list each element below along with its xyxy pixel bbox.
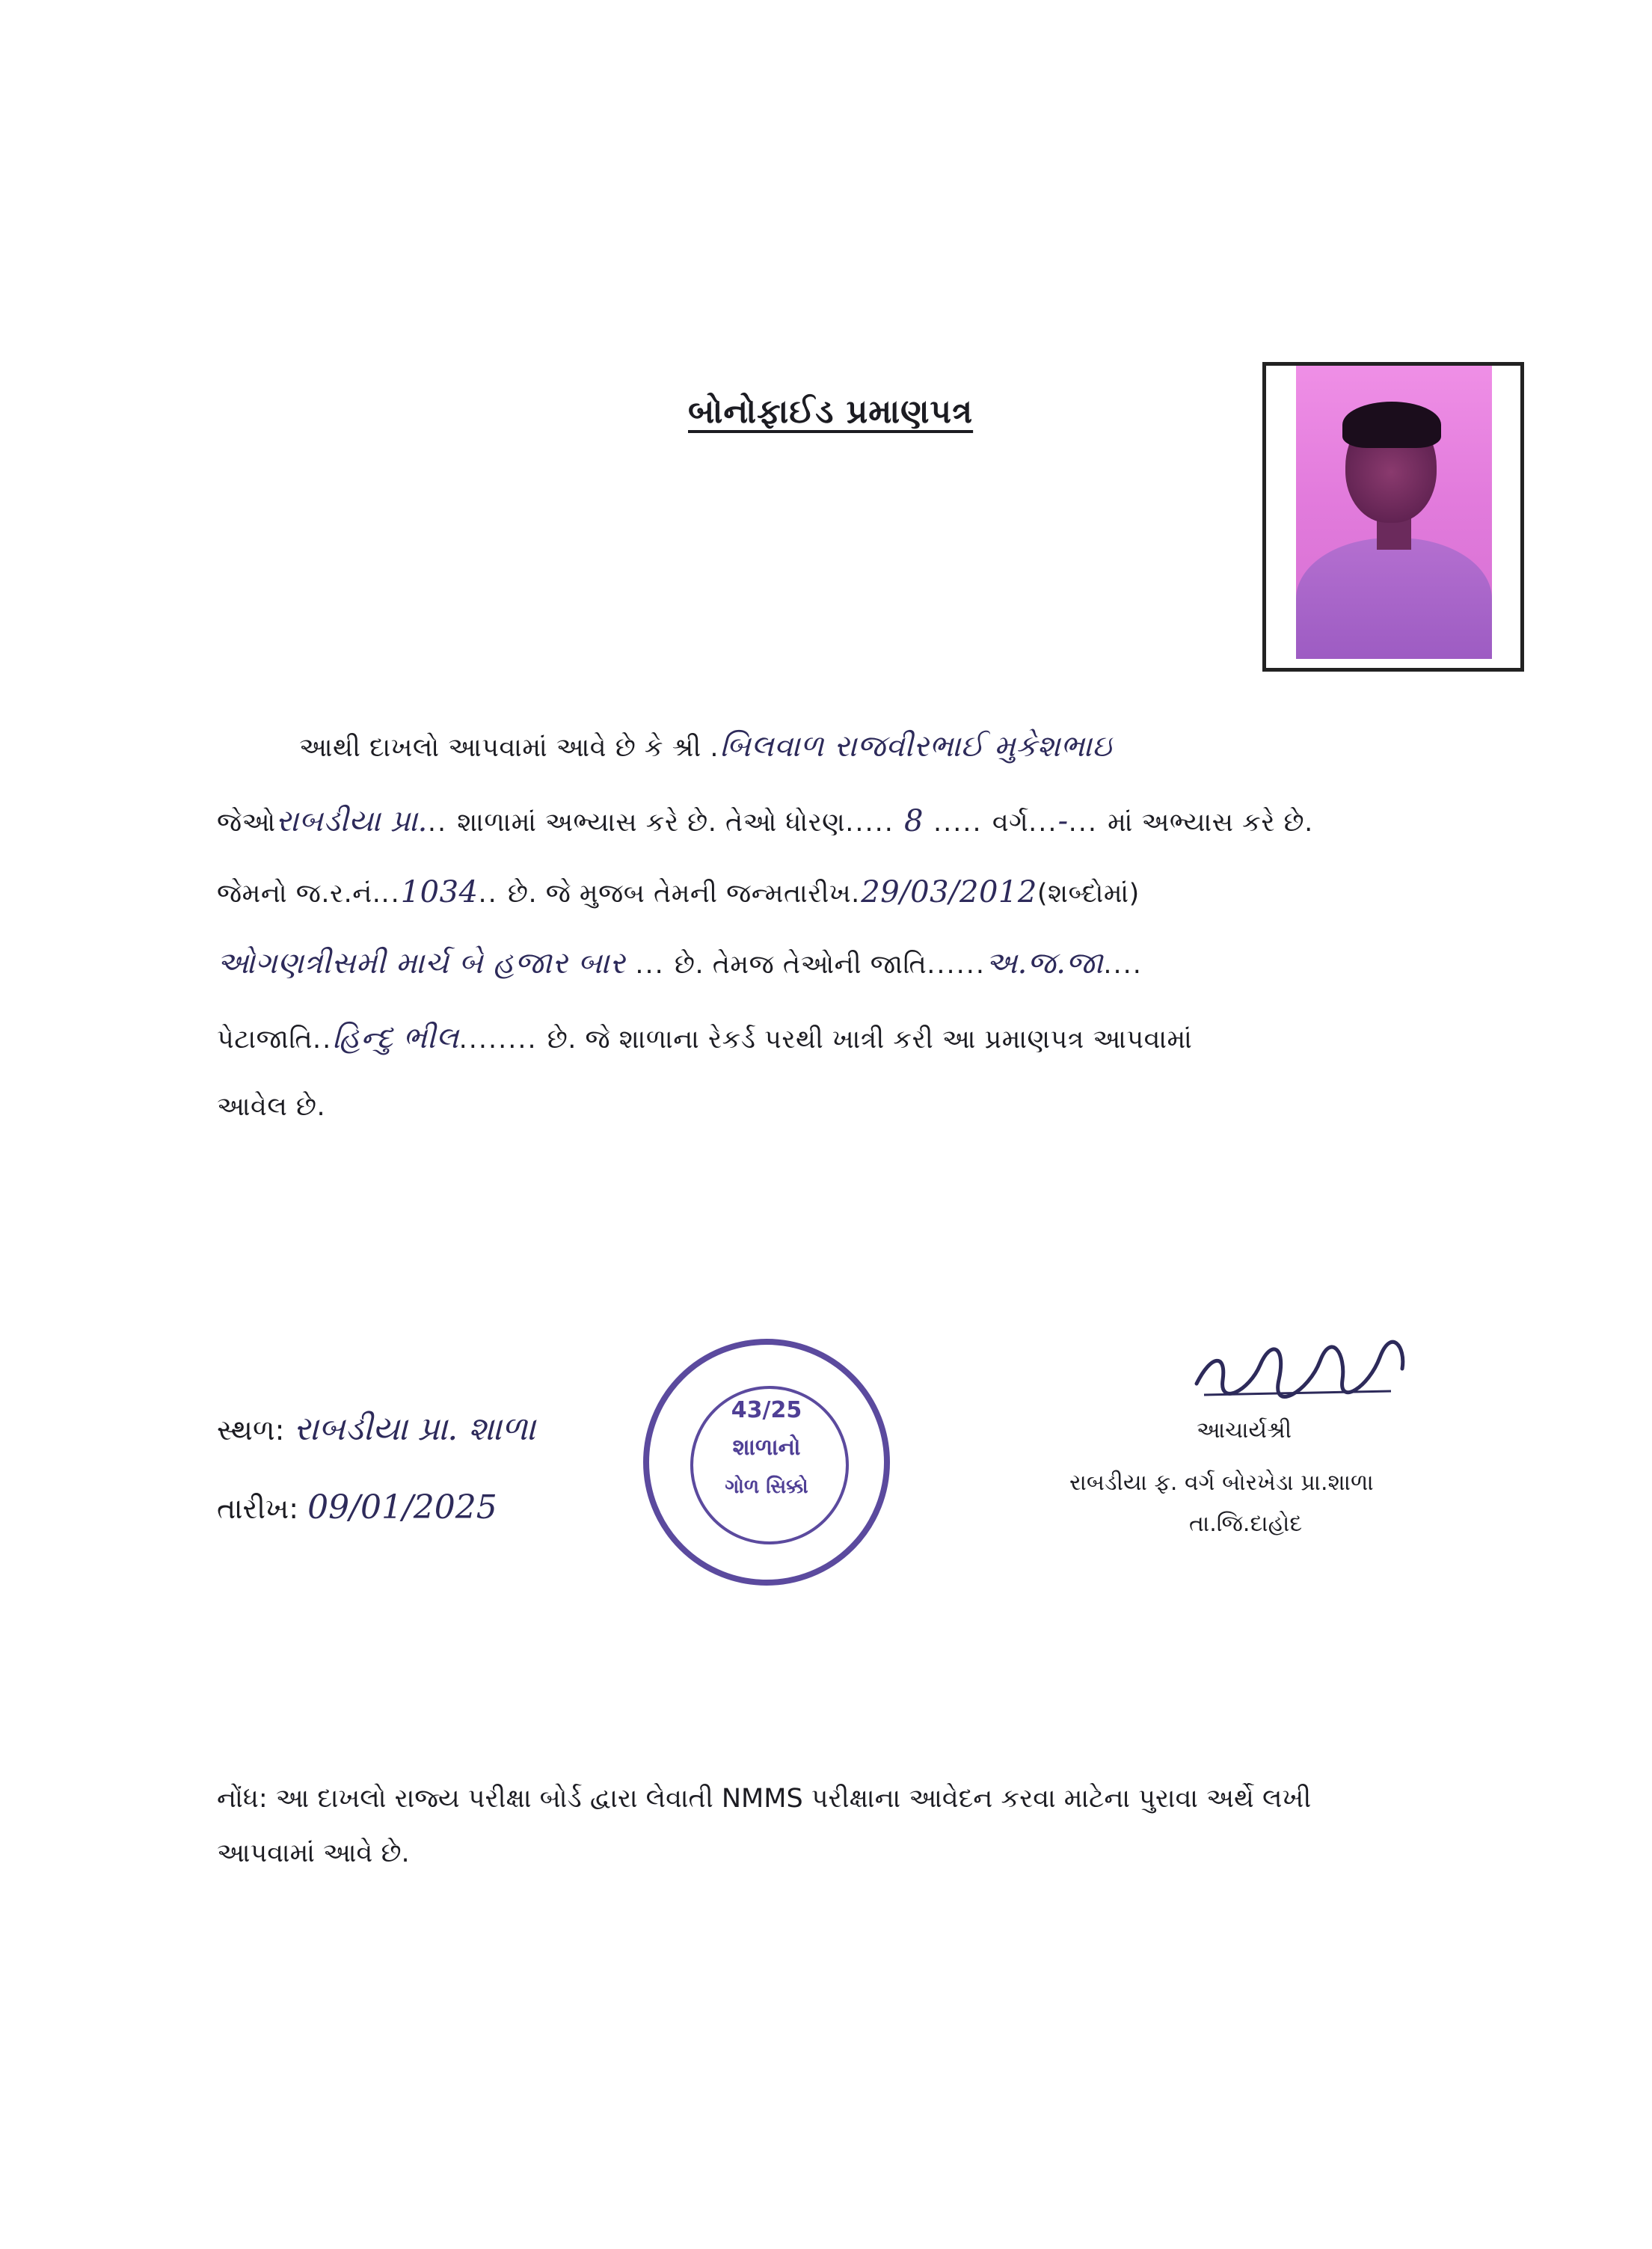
line3-suffix: (શબ્દોમાં): [1037, 879, 1140, 909]
note-line-1: નોંધ: આ દાખલો રાજ્ય પરીક્ષા બોર્ડ દ્વારા લેવાતી NMMS પરીક્ષાના આવેદન કરવા માટેના પુરાવા અર્થે લખી: [217, 1784, 1312, 1814]
body-line-2: જેઓરાબડીયા પ્રા... શાળામાં અભ્યાસ કરે છે. તેઓ ધોરણ..... 8 ..... વર્ગ...-... માં અભ્યાસ કરે છે.: [217, 804, 1313, 838]
line2-prefix: જેઓ: [217, 808, 276, 838]
line1-text: આથી દાખલો આપવામાં આવે છે કે શ્રી: [299, 733, 701, 763]
standard-value: 8: [903, 804, 924, 838]
body-line-6: [217, 1092, 325, 1122]
note-line-2: આપવામાં આવે છે.: [217, 1838, 410, 1868]
school-name: રાબડીયા પ્રા.: [275, 804, 428, 838]
seal-number: 43/25: [731, 1397, 802, 1423]
line5-prefix: પેટાજાતિ: [217, 1025, 313, 1055]
principal-signature: [1189, 1339, 1413, 1406]
line4-mid: છે. તેમજ તેઓની જાતિ: [674, 950, 927, 980]
student-photo: [1296, 366, 1492, 659]
signatory-place: તા.જિ.દાહોદ: [1189, 1511, 1303, 1537]
photo-hair: [1342, 402, 1441, 448]
seal-caption: ગોળ સિક્કો: [725, 1476, 808, 1498]
body-line-3: જેમનો જ.ર.નં...1034.. છે. જે મુજબ તેમની જન્મતારીખ.29/03/2012(શબ્દોમાં): [217, 875, 1140, 909]
body-line-1: આથી દાખલો આપવામાં આવે છે કે શ્રી .બિલવાળ રાજવીરભાઈ મુકેશભાઇ: [299, 729, 1112, 764]
school-seal-stamp: [643, 1339, 890, 1586]
line2-suffix: માં અભ્યાસ કરે છે.: [1108, 808, 1313, 838]
place-label: સ્થળ:: [217, 1414, 285, 1446]
place-value: રાબડીયા પ્રા. શાળા: [293, 1410, 536, 1448]
body-line-5: પેટાજાતિ..હિન્દુ ભીલ........ છે. જે શાળાના રેકર્ડ પરથી ખાત્રી કરી આ પ્રમાણપત્ર આપવામાં: [217, 1021, 1193, 1055]
class-label: વર્ગ: [992, 808, 1029, 838]
student-photo-frame: [1262, 362, 1524, 672]
line5-suffix: છે. જે શાળાના રેકર્ડ પરથી ખાત્રી કરી આ પ્રમાણપત્ર આપવામાં: [547, 1025, 1193, 1055]
line6-text: આવેલ છે.: [217, 1092, 326, 1122]
line2-mid: શાળામાં અભ્યાસ કરે છે. તેઓ ધોરણ: [457, 808, 846, 838]
signatory-role: આચાર્યશ્રી: [1197, 1417, 1292, 1443]
date-value: 09/01/2025: [307, 1488, 497, 1527]
line3-prefix: જેમનો જ.ર.નં.: [217, 879, 381, 909]
gr-number: 1034: [400, 875, 479, 909]
student-name: બિલવાળ રાજવીરભાઈ મુકેશભાઇ: [719, 729, 1112, 764]
birth-date-words: ઓગણત્રીસમી માર્ચ બે હજાર બાર: [217, 946, 626, 981]
photo-shirt: [1296, 538, 1492, 659]
seal-label: શાળાનો: [732, 1435, 801, 1461]
line3-mid: છે. જે મુજબ તેમની જન્મતારીખ: [507, 879, 852, 909]
certificate-title: બોનોફાઈડ પ્રમાણપત્ર: [688, 393, 974, 431]
date-label: તારીખ:: [217, 1492, 299, 1525]
birth-date: 29/03/2012: [861, 875, 1037, 909]
caste-value: અ.જ.જા: [985, 946, 1104, 981]
date-row: [217, 1488, 497, 1527]
body-line-4: ઓગણત્રીસમી માર્ચ બે હજાર બાર ... છે. તેમજ તેઓની જાતિ......અ.જ.જા....: [217, 946, 1143, 981]
signatory-school: રાબડીયા ફ. વર્ગ બોરખેડા પ્રા.શાળા: [1069, 1470, 1374, 1496]
class-value: -: [1057, 804, 1069, 838]
place-row: [217, 1410, 535, 1448]
subcaste-value: હિન્દુ ભીલ: [332, 1021, 459, 1055]
